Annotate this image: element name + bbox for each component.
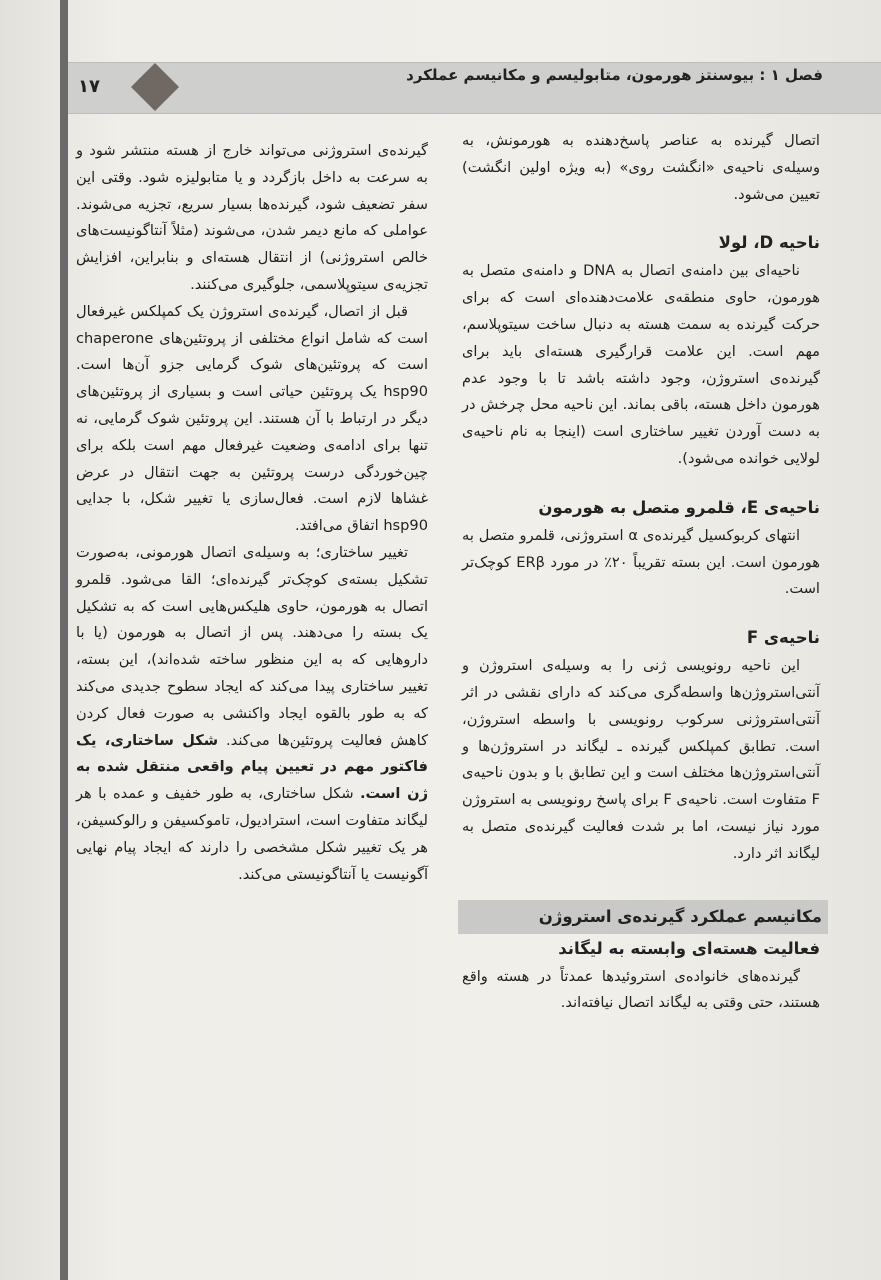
section-gap <box>462 603 820 623</box>
left-paragraph-3-part-b: شکل ساختاری، به طور خفیف و عمده با هر لیگاند متفاوت است، استرادیول، تاموکسیفن و رالوکسیفن، هر یک تغییر شکل مشخصی را دارند که ایجاد پیام نهایی آگونیست یا آنتاگونیستی می‌کند. <box>76 785 428 883</box>
section-f-body: این ناحیه رونویسی ژنی را به وسیله‌ی استروژن و آنتی‌استروژن‌ها واسطه‌گری می‌کند که دارای نقشی در اثر آنتی‌استروژنی سرکوب رونویسی با واسطه استروژن، است. تطابق کمپلکس گیرنده ـ لیگاند در استروژن‌ها و آنتی‌استروژن‌ها مختلف است و این تطابق با و بدون ناحیه‌ی F متفاوت است. ناحیه‌ی F برای پاسخ رونویسی به استروژن مورد نیاز نیست، اما بر شدت فعالیت گیرنده‌ی متصل به لیگاند اثر دارد. <box>462 657 820 862</box>
section-gap <box>462 208 820 228</box>
section-f-heading: ناحیه‌ی F <box>746 628 820 648</box>
mechanism-band-heading: مکانیسم عملکرد گیرنده‌ی استروژن <box>458 900 828 934</box>
right-column <box>462 128 820 1017</box>
left-paragraph-2: قبل از اتصال، گیرنده‌ی استروژن یک کمپلکس غیرفعال است که شامل انواع مختلفی از پروتئین‌های chaperone است که پروتئین‌های شوک گرمایی جزو آن‌ها است. hsp90 یک پروتئین حیاتی است و بسیاری از پروتئین‌های دیگر در ارتباط با آن هستند. این پروتئین شوک گرمایی، نه تنها برای ادامه‌ی وضعیت غیرفعال مهم است بلکه برای چین‌خوردگی درست پروتئین به جهت انتقال در عرض غشاها لازم است. فعال‌سازی یا تغییر شکل، با جدایی hsp90 اتفاق می‌افتد. <box>76 302 428 535</box>
intro-paragraph: اتصال گیرنده به عناصر پاسخ‌دهنده به هورمونش، به وسیله‌ی ناحیه‌ی «انگشت روی» (به ویژه اولین انگشت) تعیین می‌شود. <box>462 132 820 203</box>
left-paragraph-1: گیرنده‌ی استروژنی می‌تواند خارج از هسته منتشر شود و به سرعت به داخل بازگردد و یا متابولیزه شود. وقتی این سفر تضعیف شود، گیرنده‌ها بسیار سریع، تجزیه می‌شوند. عواملی که مانع دیمر شدن، می‌شوند (مثلاً آنتاگونیست‌های خالص استروژنی) از انتقال هسته‌ای و بنابراین، افزایش تجزیه‌ی سیتوپلاسمی، جلوگیری می‌کنند. <box>76 142 428 293</box>
section-e-body: انتهای کربوکسیل گیرنده‌ی α استروژنی، قلمرو متصل به هورمون است. این بسته تقریباً ۲۰٪ در مورد ERβ کوچک‌تر است. <box>462 526 820 598</box>
mechanism-body: گیرنده‌های خانواده‌ی استروئیدها عمدتاً در هسته واقع هستند، حتی وقتی به لیگاند اتصال نیافته‌اند. <box>462 967 820 1012</box>
section-gap <box>462 868 820 900</box>
left-paragraph-3-bold: شکل ساختاری، یک فاکتور مهم در تعیین پیام واقعی منتقل شده به ژن است. <box>76 731 428 803</box>
page-number: ۱۷ <box>78 76 100 97</box>
page-edge-bar <box>60 0 68 1280</box>
left-paragraph-3-part-a: تغییر ساختاری؛ به وسیله‌ی اتصال هورمونی، به‌صورت تشکیل بسته‌ی کوچک‌تر گیرنده‌ای؛ القا می‌شود. قلمرو اتصال به هورمون، حاوی هلیکس‌هایی است که به تشکیل یک بسته را می‌دهند. پس از اتصال به هورمون (یا با داروهایی که به این منظور ساخته شده‌اند)، این بسته، تغییر ساختاری پیدا می‌کند که ایجاد سطوح جدیدی می‌کند که به طور بالقوه ایجاد واکنشی به صورت فعال کردن کاهش فعالیت پروتئین‌ها می‌کند. <box>76 543 429 749</box>
section-e-heading: ناحیه‌ی E، قلمرو متصل به هورمون <box>538 497 820 517</box>
mechanism-subheading: فعالیت هسته‌ای وابسته به لیگاند <box>558 938 820 958</box>
left-paragraph-3 <box>76 540 428 888</box>
left-column <box>76 138 428 888</box>
section-gap <box>462 473 820 493</box>
chapter-title: فصل ۱ : بیوسنتز هورمون، متابولیسم و مکانیسم عملکرد <box>406 66 823 84</box>
section-d-heading: ناحیه D، لولا <box>718 233 820 253</box>
section-d-body: ناحیه‌ای بین دامنه‌ی اتصال به DNA و دامنه‌ی متصل به هورمون، حاوی منطقه‌ی علامت‌دهنده‌ای است که برای حرکت گیرنده به سمت هسته به دنبال ساخت سیتوپلاسم، مهم است. این علامت قرارگیری هسته‌ای باید برای گیرنده‌ی استروژن، وجود داشته باشد تا با وجود عدم هورمون داخل هسته، باقی بماند. این ناحیه محل چرخش در به دست آوردن تغییر ساختاری است (اینجا به نام ناحیه‌ی لولایی خوانده می‌شود). <box>462 262 820 467</box>
